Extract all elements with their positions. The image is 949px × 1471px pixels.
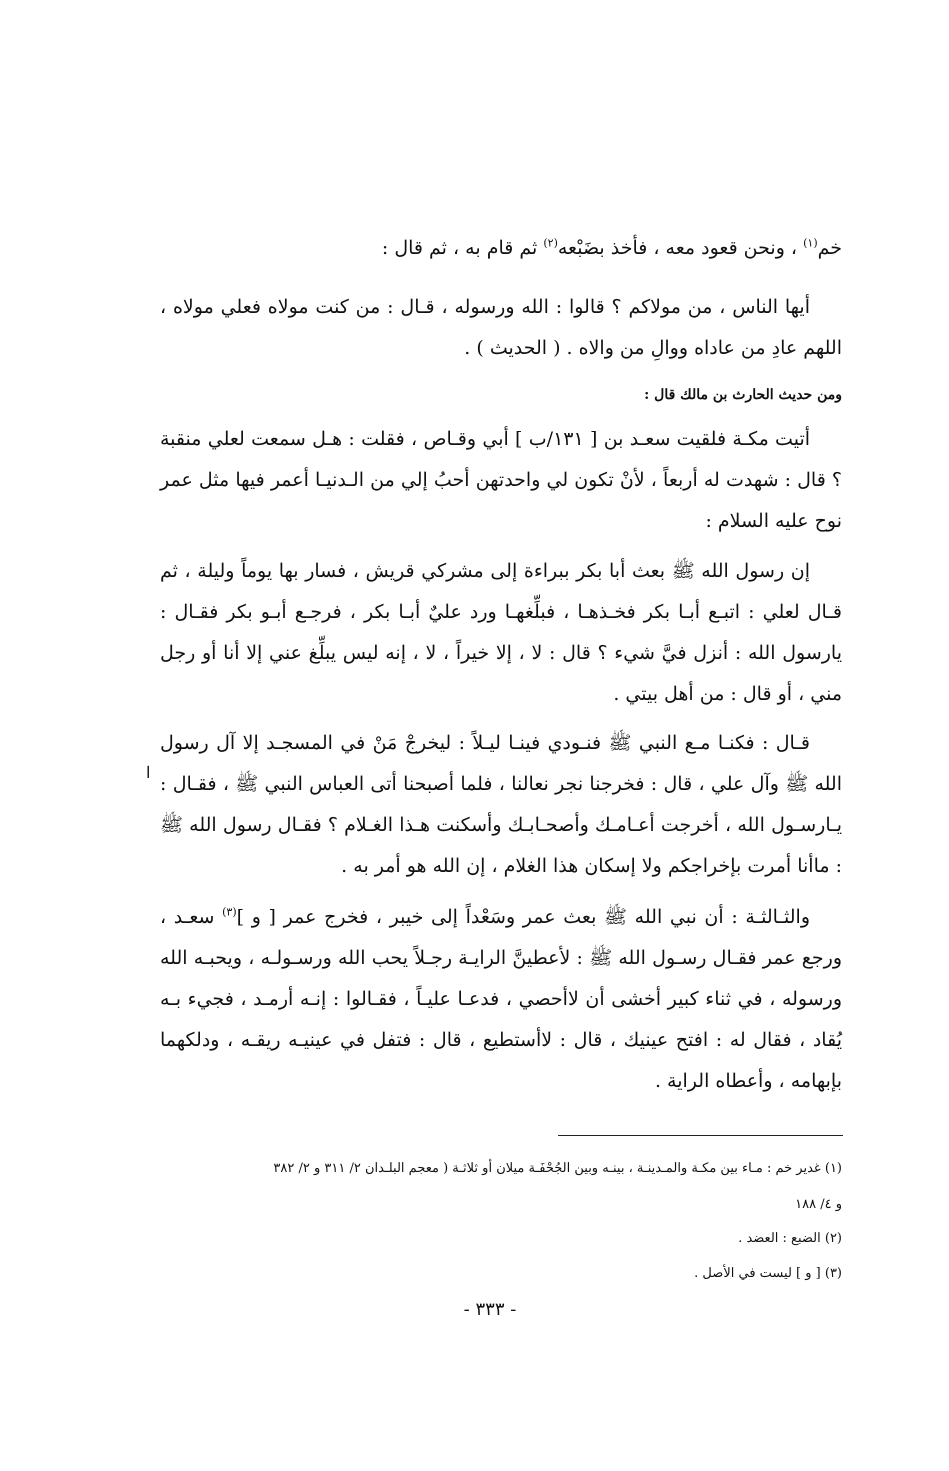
third-virtue-start: والثـالثـة : أن نبي الله ﷺ بعث عمر وسَعْداً إلى خيبر ، فخرج عمر [ و ] <box>236 906 810 928</box>
section-heading: ومن حديث الحارث بن مالك قال : <box>644 387 842 403</box>
footnote-ref-3[interactable]: (٣) <box>222 905 237 919</box>
footnote-separator <box>558 1135 843 1136</box>
paragraph-second-virtue: قـال : فكنـا مـع النبي ﷺ فنـودي فينـا ليـلاً : ليخرجْ مَنْ في المسجـد إلا آل رسول الله ﷺ وآل علي ، قال : فخرجنا نجر نعالنا ، فلما أصبحنا أتى العباس النبي ﷺ ، فقـال : يـارسـول الله ، أخرجت أعـامـك وأصحـابـك وأسكنت هـذا الغـلام ؟ فقـال رسول الله ﷺ : ماأنا أمرت بإخراجكم ولا إسكان هذا الغلام ، إن الله هو أمر به . <box>160 732 842 877</box>
third-virtue-rest: سعـد ، ورجع عمر فقـال رسـول الله ﷺ : لأعطينَّ الرايـة رجـلاً يحب الله ورسـولـه ، ويحبـه الله ورسوله ، في ثناء كبير أخشى أن لاأحصي ، فدعـا عليـاً ، فقـالوا : إنـه أرمـد ، فجيء بـه يُقاد ، فقال له : افتح عينيك ، قال : لاأستطيع ، قال : فتفل في عينيـه ريقـه ، ودلكهما بإبهامه ، وأعطاه الراية . <box>160 906 842 1092</box>
margin-mark: ا <box>146 763 151 782</box>
paragraph-third-virtue <box>160 897 842 1102</box>
page-number: - ٣٣٣ - <box>463 1299 517 1320</box>
footnote-3: (٣) [ و ] ليست في الأصل . <box>694 1266 842 1281</box>
footnote-ref-2[interactable]: (٢) <box>543 236 558 250</box>
paragraph-first-virtue: إن رسول الله ﷺ بعث أبا بكر ببراءة إلى مشركي قريش ، فسار بها يوماً وليلة ، ثم قـال لعلي : اتبـع أبـا بكر فخـذهـا ، فبلِّغهـا ورد عليٌ أبـا بكر ، فرجـع أبـو بكر فقـال : يارسول الله : أنزل فيَّ شيء ؟ قال : لا ، إلا خيراً ، لا ، إنه ليس يبلِّغ عني إلا أنا أو رجل مني ، أو قال : من أهل بيتي . <box>160 560 842 705</box>
footnote-2: (٢) الضبع : العضد . <box>738 1231 842 1246</box>
paragraph-narration: أتيت مكـة فلقيت سعـد بن [ ١٣١/ب ] أبي وقـاص ، فقلت : هـل سمعت لعلي منقبة ؟ قال : شهدت له أربعاً ، لأنْ تكون لي واحدتهن أحبُ إلي من الـدنيـا أعمر فيها مثل عمر نوح عليه السلام : <box>160 428 842 532</box>
opening-line-middle: ، ونحن قعود معه ، فأخذ بضَبْعه <box>557 237 804 259</box>
paragraph-hadith-1: أيها الناس ، من مولاكم ؟ قالوا : الله ورسوله ، قـال : من كنت مولاه فعلي مولاه ، اللهم عادِ من عاداه ووالِ من والاه . ( الحديث ) . <box>160 296 842 359</box>
footnote-1-continued: و ٤/ ١٨٨ <box>795 1197 842 1212</box>
footnote-1: (١) غدير خم : مـاء بين مكـة والمـدينـة ، بينـه وبين الجُحْفَـة ميلان أو ثلاثـة ( معجم البلـدان ٢/ ٣١١ و ٢/ ٣٨٢ <box>273 1161 842 1176</box>
opening-line-end: ثم قام به ، ثم قال : <box>381 237 544 259</box>
opening-line <box>160 228 842 269</box>
opening-line-start: خم <box>817 237 842 259</box>
footnote-ref-1[interactable]: (١) <box>803 236 818 250</box>
